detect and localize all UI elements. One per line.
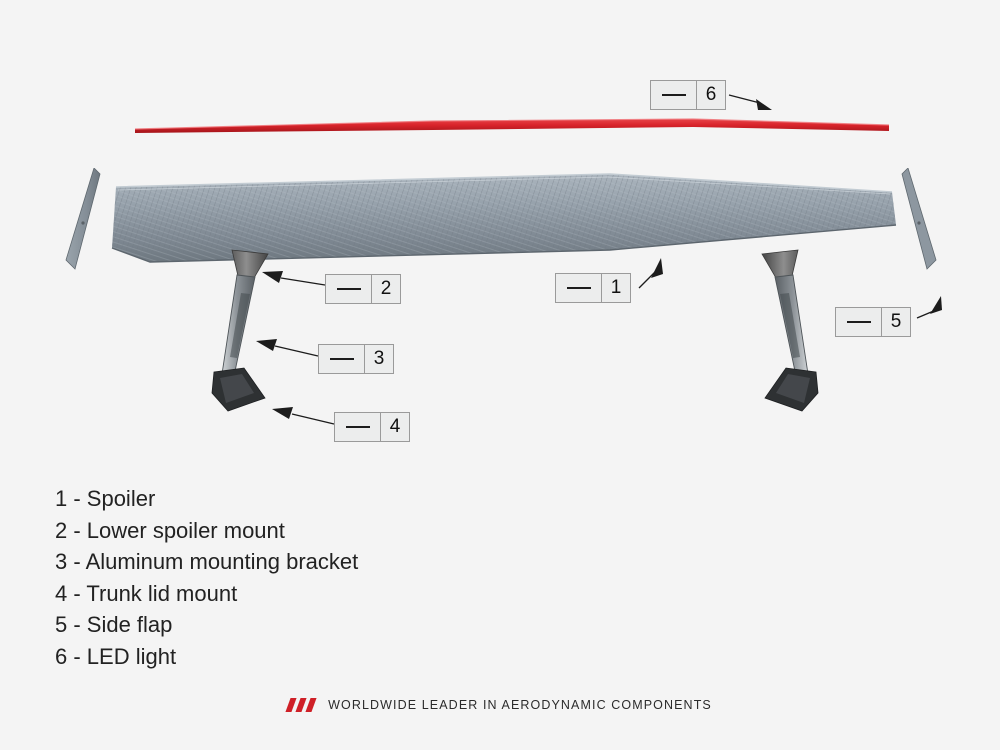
callout-dash-icon xyxy=(556,274,602,302)
legend-item-3: 3 - Aluminum mounting bracket xyxy=(55,549,359,574)
brand-stripes-icon xyxy=(286,698,317,712)
led-light-strip xyxy=(133,118,891,134)
legend-item-4: 4 - Trunk lid mount xyxy=(55,580,238,606)
upright-assembly-left xyxy=(210,248,290,428)
side-flap-right xyxy=(900,168,940,273)
legend-item-2: 2 - Lower spoiler mount xyxy=(55,517,285,543)
callout-number: 1 xyxy=(610,277,622,298)
legend-item-5: 5 - Side flap xyxy=(55,612,173,637)
callout-dash-icon xyxy=(836,308,882,336)
parts-legend xyxy=(55,483,555,672)
callout-2[interactable] xyxy=(325,274,401,304)
footer xyxy=(0,698,1000,712)
side-flap-left xyxy=(62,168,102,273)
callout-number: 2 xyxy=(380,278,392,299)
callout-dash-icon xyxy=(319,345,365,373)
callout-dash-icon xyxy=(335,413,381,441)
upright-assembly-right xyxy=(740,248,820,428)
callout-dash-icon xyxy=(326,275,372,303)
footer-tagline: WORLDWIDE LEADER IN AERODYNAMIC COMPONENTS xyxy=(328,698,712,712)
callout-5[interactable] xyxy=(835,307,911,337)
callout-3[interactable] xyxy=(318,344,394,374)
legend-item-1: 1 - Spoiler xyxy=(55,486,156,511)
callout-number: 4 xyxy=(389,416,401,437)
callout-4[interactable] xyxy=(334,412,410,442)
legend-item-6: 6 - LED light xyxy=(55,643,177,669)
callout-number: 6 xyxy=(705,84,717,105)
callout-dash-icon xyxy=(651,81,697,109)
callout-number: 5 xyxy=(890,311,902,332)
callout-6[interactable] xyxy=(650,80,726,110)
callout-number: 3 xyxy=(373,348,385,369)
callout-1[interactable] xyxy=(555,273,631,303)
